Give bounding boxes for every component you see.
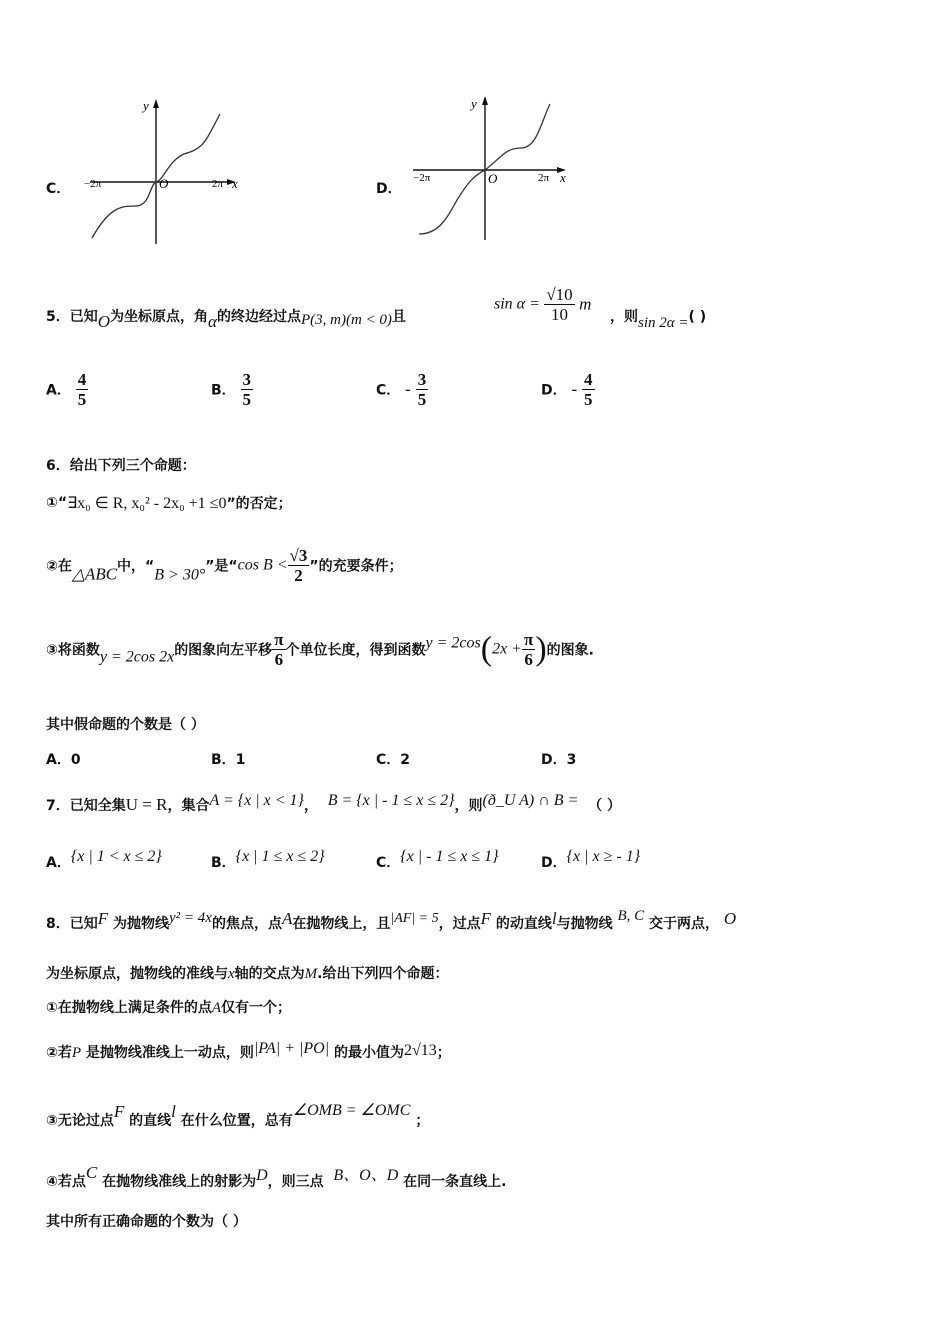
- q8-stem-line-1: [46, 908, 736, 933]
- q7-set-a: A = {x | x < 1}: [209, 792, 304, 809]
- q6-p1-tail: ”的否定；: [226, 496, 292, 512]
- q8-af: |AF| = 5: [390, 911, 439, 926]
- q7-expr: (ð_U A) ∩ B =: [482, 792, 579, 809]
- q8-s4-b: 在抛物线准线上的射影为: [102, 1174, 257, 1190]
- q8-statement-3: [46, 1100, 429, 1130]
- q5-stem: [46, 306, 406, 331]
- q6-option-d[interactable]: D．3: [541, 752, 577, 768]
- q8-line2-a: 为坐标原点，抛物线的准线与: [46, 966, 228, 982]
- q5-option-a[interactable]: [46, 370, 88, 409]
- q6-stem: [46, 455, 196, 475]
- q7-text-2: ，集合: [167, 798, 210, 814]
- q7-option-a[interactable]: [46, 848, 162, 872]
- q8-s3-expr: ∠OMB = ∠OMC: [292, 1102, 411, 1119]
- q6-p3-f1: y = 2cos 2x: [99, 648, 175, 666]
- q7-number: 7．: [46, 798, 70, 814]
- q6-option-b[interactable]: B．1: [211, 752, 246, 768]
- q5-sin-num: √10: [546, 285, 573, 304]
- origin-label: O: [488, 171, 498, 186]
- q6-p2-text-1: 中，“: [117, 558, 155, 575]
- q8-statement-1: [46, 997, 291, 1017]
- q5-stem-tail: [610, 306, 707, 331]
- q8-m: M: [304, 966, 318, 982]
- q6-p2-text-2: ”是“: [205, 558, 238, 575]
- q8-s1-point: A: [211, 1000, 222, 1016]
- q8-question: 其中所有正确命题的个数为（ ）: [46, 1214, 247, 1230]
- q6-p3-text-2: 个单位长度，得到函数: [285, 642, 426, 659]
- q6-p3-rparen: ): [535, 630, 547, 668]
- q6-p3-num-2: π: [523, 630, 534, 649]
- q5-sin-fraction: [544, 285, 574, 324]
- q6-p3-fraction: [272, 630, 285, 669]
- q8-s2-c: 的最小值为: [333, 1045, 404, 1061]
- y-arrow-icon: [482, 96, 488, 105]
- q8-number: 8．: [46, 916, 70, 932]
- x-label: x: [560, 170, 566, 185]
- q8-x: x: [228, 966, 235, 982]
- q8-a: A: [281, 909, 293, 928]
- q7-text-3: ，则: [454, 798, 483, 814]
- q5-sin-m: m: [579, 294, 592, 314]
- q6-p3-text-1: 的图象向左平移: [174, 642, 273, 659]
- q7-option-label: B．: [211, 855, 236, 871]
- q6-p2-cos: cos B <: [237, 556, 288, 574]
- tick-pos: 2π: [212, 178, 224, 190]
- q8-stem-line-2: [46, 963, 449, 983]
- q8-text-1: 已知: [69, 916, 98, 932]
- q8-s4-points: B、O、D: [333, 1167, 399, 1184]
- q7-option-set: {x | - 1 ≤ x ≤ 1}: [400, 848, 499, 865]
- q5-option-sign: -: [571, 379, 578, 399]
- q5-paren: ( ): [688, 309, 707, 325]
- q6-prop-2: [46, 546, 403, 585]
- q8-s3-d: ；: [415, 1113, 430, 1129]
- q7-option-label: D．: [541, 855, 567, 871]
- q8-text-4: 在抛物线上，且: [292, 916, 391, 932]
- q7-option-d[interactable]: [541, 848, 640, 872]
- q6-question: 其中假命题的个数是（ ）: [46, 717, 205, 733]
- q5-num: 4: [77, 370, 87, 389]
- q6-p3-f2b: 2x +: [492, 640, 522, 658]
- graph-c: [80, 96, 250, 251]
- q6-p3-f2a: y = 2cos: [425, 634, 481, 652]
- q5-sin-lhs: sin α =: [494, 295, 540, 313]
- q5-den: 5: [417, 390, 427, 409]
- y-label: y: [143, 98, 149, 113]
- q8-text-6: 的动直线: [495, 916, 552, 932]
- q8-s3-b: 的直线: [129, 1113, 172, 1129]
- q8-s2-value: 2√13: [403, 1042, 437, 1059]
- q5-den: 5: [77, 390, 87, 409]
- q7-text-1: 已知全集: [69, 798, 126, 814]
- q6-p3-mark: ③将函数: [46, 642, 100, 659]
- q8-s4-a: ④若点: [46, 1174, 86, 1190]
- q6-p3-den-2: 6: [524, 650, 533, 669]
- q5-point: P(3, m)(m < 0): [300, 312, 392, 328]
- q8-s2-expr: |PA| + |PO|: [253, 1040, 330, 1057]
- q5-text-2: 为坐标原点，角: [110, 309, 209, 325]
- q8-f2: F: [480, 909, 491, 928]
- q5-den: 5: [242, 390, 252, 409]
- q8-text-2: 为抛物线: [113, 916, 170, 932]
- q8-s3-f: F: [113, 1102, 125, 1121]
- q6-p1-mark: ①“: [46, 495, 68, 511]
- q5-text-1: 已知: [69, 309, 98, 325]
- q6-p2-tail: ”的充要条件；: [309, 558, 403, 575]
- q5-alpha: α: [208, 312, 217, 331]
- q6-p2-triangle: △ABC: [71, 564, 118, 584]
- q6-p2-mark: ②在: [46, 558, 72, 575]
- q5-option-fraction: [76, 370, 89, 409]
- q5-option-d[interactable]: [541, 370, 595, 409]
- q7-option-c[interactable]: [376, 848, 499, 872]
- y-label: y: [471, 96, 477, 111]
- q5-option-fraction: [241, 370, 254, 409]
- q5-sin-expr: [494, 285, 591, 324]
- q6-option-a[interactable]: A．0: [46, 752, 81, 768]
- q6-p3-num: π: [274, 630, 284, 649]
- q8-l: l: [551, 909, 557, 928]
- q8-s2-p: P: [71, 1045, 82, 1061]
- q7-option-set: {x | 1 < x ≤ 2}: [70, 848, 162, 865]
- q8-s4-c: C: [85, 1163, 98, 1182]
- q6-p2-fraction: [288, 546, 310, 585]
- q7-paren: （ ）: [588, 798, 621, 814]
- q5-option-label: D．: [541, 382, 567, 399]
- q7-stem: [46, 792, 621, 815]
- q8-s1-b: 仅有一个；: [221, 1000, 292, 1016]
- q8-text-5: ，过点: [438, 916, 481, 932]
- q5-o: O: [97, 312, 111, 331]
- q5-option-c[interactable]: [376, 370, 428, 409]
- q5-sin2: sin 2α =: [638, 315, 689, 331]
- q8-s2-a: ②若: [46, 1045, 72, 1061]
- q8-s2-b: 是抛物线准线上一动点，则: [85, 1045, 254, 1061]
- q5-option-fraction: [416, 370, 429, 409]
- q5-text-5: ，则: [610, 309, 638, 325]
- tick-pos: 2π: [538, 172, 550, 184]
- q5-option-b[interactable]: [211, 370, 253, 409]
- q6-p2-den: 2: [294, 566, 303, 585]
- q6-p2-condition: B > 30°: [154, 566, 206, 584]
- q6-prop-3: [46, 630, 594, 669]
- q5-den: 5: [584, 390, 593, 409]
- tick-neg: −2π: [84, 178, 102, 190]
- q6-number: 6．: [46, 458, 70, 474]
- q5-sin-den: 10: [551, 305, 568, 324]
- q8-s3-a: ③无论过点: [46, 1113, 114, 1129]
- q8-text-3: 的焦点，点: [211, 916, 282, 932]
- q5-option-label: C．: [376, 382, 401, 399]
- y-arrow-icon: [153, 99, 159, 108]
- q5-option-fraction: [582, 370, 595, 409]
- q6-title: 给出下列三个命题：: [69, 458, 196, 474]
- q6-prop-1: [46, 493, 292, 513]
- graph-d: [405, 92, 580, 247]
- q8-line2-b: 轴的交点为: [234, 966, 305, 982]
- q7-comma: ，: [303, 798, 318, 814]
- q5-number: 5．: [46, 309, 70, 325]
- q8-text-8: 交于两点，: [649, 916, 720, 932]
- q8-bc: B, C: [617, 908, 645, 924]
- q5-option-label: A．: [46, 382, 71, 399]
- origin-label: O: [159, 176, 169, 191]
- q8-line2-c: .给出下列四个命题：: [317, 966, 449, 982]
- q7-option-b[interactable]: [211, 848, 325, 872]
- q7-set-b: B = {x | - 1 ≤ x ≤ 2}: [327, 792, 455, 809]
- q8-o: O: [723, 909, 737, 928]
- q6-p3-den: 6: [274, 650, 284, 669]
- q5-num: 3: [242, 370, 252, 389]
- q7-option-set: {x | 1 ≤ x ≤ 2}: [235, 848, 325, 865]
- q6-option-c[interactable]: C．2: [376, 752, 411, 768]
- q5-text-3: 的终边经过点: [216, 309, 301, 325]
- q7-option-set: {x | x ≥ - 1}: [566, 848, 641, 865]
- q5-num: 4: [584, 370, 593, 389]
- q6-p3-text-3: 的图象.: [546, 642, 594, 659]
- option-c-label[interactable]: C．: [46, 181, 71, 197]
- q8-statement-2: [46, 1040, 451, 1062]
- q7-universe: U = R: [125, 795, 168, 814]
- q5-num: 3: [417, 370, 427, 389]
- q5-option-label: B．: [211, 382, 236, 399]
- q5-option-sign: -: [405, 379, 411, 399]
- q8-s3-l: l: [171, 1102, 176, 1121]
- x-label: x: [232, 176, 238, 191]
- tick-neg: −2π: [413, 172, 431, 184]
- q8-s1-a: ①在抛物线上满足条件的点: [46, 1000, 212, 1016]
- q8-parabola: y² = 4x: [169, 910, 212, 926]
- q7-option-label: C．: [376, 855, 401, 871]
- q7-option-label: A．: [46, 855, 71, 871]
- q6-p3-fraction-2: [522, 630, 535, 669]
- q8-text-7: 与抛物线: [556, 916, 613, 932]
- q6-p1-expr: ∃x₀ ∈ R, x₀² - 2x₀ +1 ≤0: [67, 495, 227, 512]
- q8-statement-4: [46, 1162, 506, 1191]
- q8-s4-d-text: 在同一条直线上.: [403, 1174, 507, 1190]
- q8-s2-d: ；: [436, 1045, 451, 1061]
- q5-text-4: 且: [391, 309, 406, 325]
- q6-p3-lparen: (: [480, 630, 493, 668]
- q8-s3-c: 在什么位置，总有: [180, 1113, 293, 1129]
- q6-p2-num: √3: [289, 546, 308, 565]
- q8-s4-c-text: ，则三点: [267, 1174, 324, 1190]
- option-d-label[interactable]: D．: [376, 181, 402, 197]
- q8-s4-d: D: [256, 1167, 268, 1184]
- q8-f: F: [97, 909, 109, 928]
